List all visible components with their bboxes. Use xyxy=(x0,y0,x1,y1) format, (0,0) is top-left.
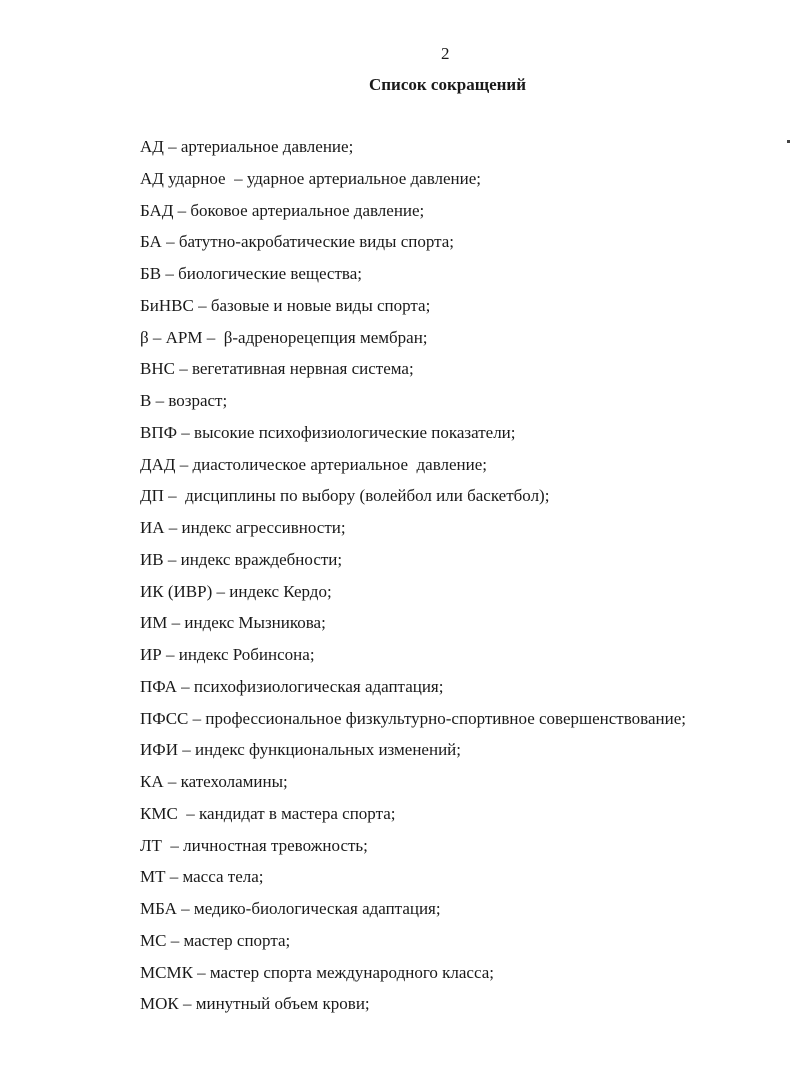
abbreviation-item: β – АРМ – β-адренорецепция мембран; xyxy=(140,327,428,347)
abbreviation-item: АД – артериальное давление; xyxy=(140,137,354,156)
abbreviation-item: МС – мастер спорта; xyxy=(140,930,291,950)
abbreviation-item: ВНС – вегетативная нервная система; xyxy=(140,359,414,379)
abbreviation-item: ИВ – индекс враждебности; xyxy=(140,549,343,569)
abbreviation-item: ДП – дисциплины по выбору (волейбол или баскетбол); xyxy=(140,486,550,506)
abbreviation-item: МБА – медико-биологическая адаптация; xyxy=(140,899,441,918)
abbreviation-item: ПФСС – профессиональное физкультурно-спортивное совершенствование; xyxy=(140,708,686,728)
abbreviation-item: БА – батутно-акробатические виды спорта; xyxy=(140,232,455,252)
abbreviation-item: ИМ – индекс Мызникова; xyxy=(140,613,326,633)
abbreviation-item: КМС – кандидат в мастера спорта; xyxy=(140,803,396,823)
abbreviation-item: В – возраст; xyxy=(140,391,228,410)
abbreviation-item: ИФИ – индекс функциональных изменений; xyxy=(140,740,461,760)
abbreviation-item: ИА – индекс агрессивности; xyxy=(140,518,346,537)
abbreviation-item: МСМК – мастер спорта международного класса; xyxy=(140,962,494,982)
abbreviation-item: МОК – минутный объем крови; xyxy=(140,994,370,1014)
abbreviation-item: БВ – биологические вещества; xyxy=(140,264,362,283)
abbreviation-item: ПФА – психофизиологическая адаптация; xyxy=(140,676,444,696)
abbreviation-item: ИР – индекс Робинсона; xyxy=(140,645,315,664)
abbreviation-item: БАД – боковое артериальное давление; xyxy=(140,200,425,220)
abbreviation-item: АД ударное – ударное артериальное давление; xyxy=(140,168,481,188)
abbreviation-item: ДАД – диастолическое артериальное давление; xyxy=(140,454,487,474)
abbreviation-item: КА – катехоламины; xyxy=(140,772,288,791)
scan-artifact xyxy=(787,140,790,143)
abbreviation-item: ВПФ – высокие психофизиологические показатели; xyxy=(140,422,516,442)
abbreviation-item: БиНВС – базовые и новые виды спорта; xyxy=(140,295,431,315)
page-number: 2 xyxy=(441,44,450,63)
abbreviation-item: МТ – масса тела; xyxy=(140,867,264,887)
abbreviation-list xyxy=(140,135,686,1024)
abbreviation-item: ИК (ИВР) – индекс Кердо; xyxy=(140,581,332,601)
page-title: Список сокращений xyxy=(368,75,527,94)
abbreviation-item: ЛТ – личностная тревожность; xyxy=(140,835,368,855)
